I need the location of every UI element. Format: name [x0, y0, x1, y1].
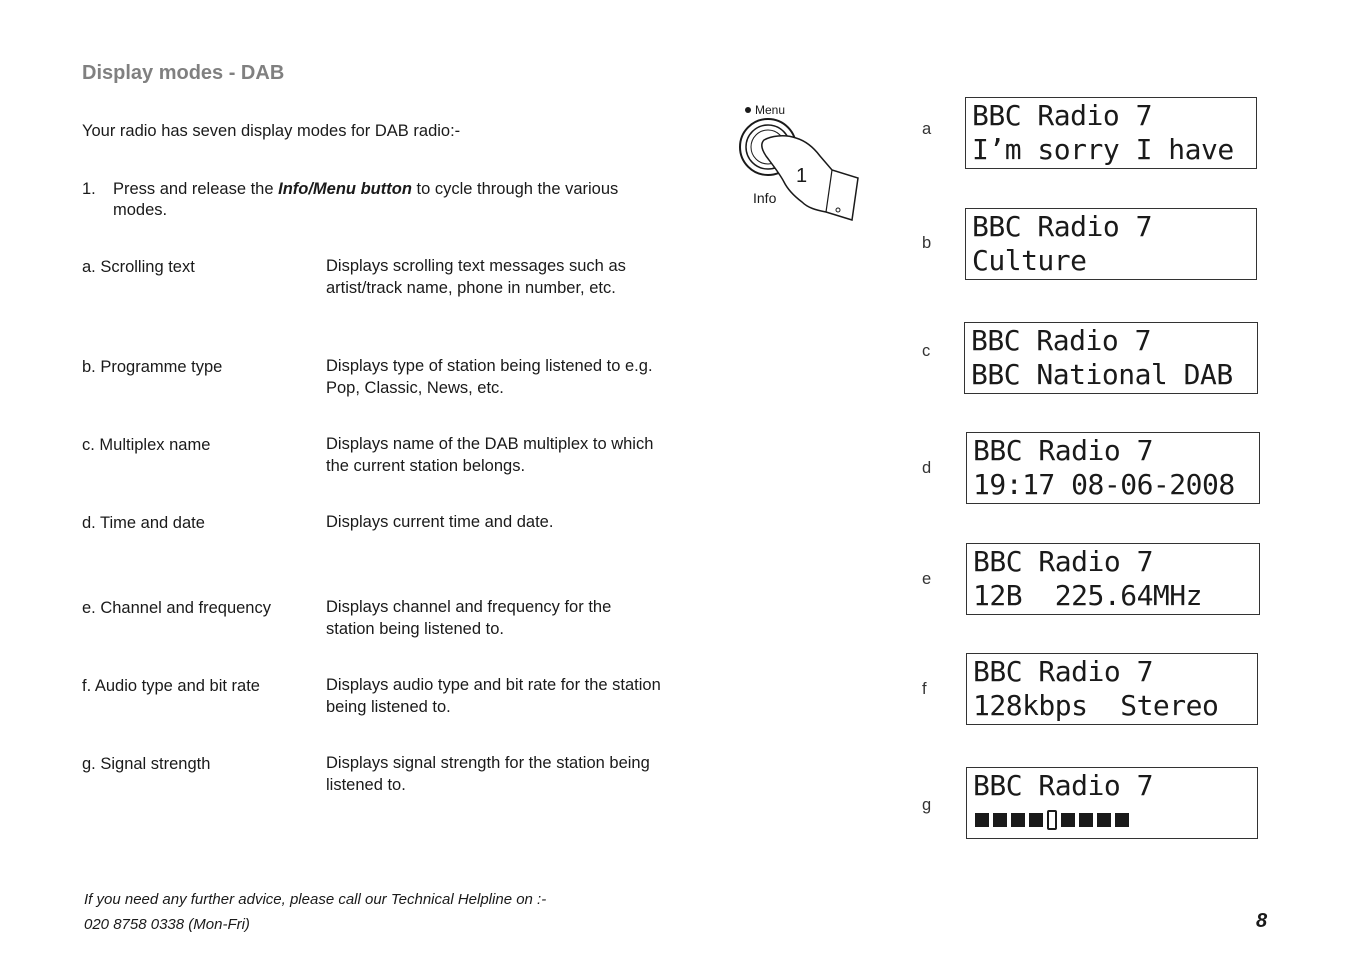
menu-label: Menu	[755, 103, 786, 117]
mode-desc-f: Displays audio type and bit rate for the station being listened to.	[326, 676, 661, 716]
lcd-display-b	[965, 208, 1257, 280]
mode-label-c: c. Multiplex name	[82, 436, 211, 454]
lcd-line-1: BBC Radio 7	[973, 545, 1153, 578]
signal-block	[1011, 813, 1025, 827]
lcd-line-2: 128kbps Stereo	[973, 689, 1219, 722]
lcd-line-2: BBC National DAB	[971, 358, 1233, 391]
signal-block	[993, 813, 1007, 827]
lcd-line-2: I’m sorry I have	[972, 133, 1234, 166]
mode-label-e: e. Channel and frequency	[82, 599, 271, 617]
display-letter-d: d	[922, 459, 932, 477]
display-letter-f: f	[922, 680, 927, 698]
lcd-display-a	[965, 97, 1257, 169]
info-label: Info	[753, 190, 777, 206]
step-text-before: Press and release the	[113, 180, 279, 198]
intro-text: Your radio has seven display modes for DAB radio:-	[82, 122, 461, 140]
lcd-display-e	[966, 543, 1260, 615]
lcd-line-2: 19:17 08-06-2008	[973, 468, 1235, 501]
lcd-line-1: BBC Radio 7	[971, 324, 1151, 357]
mode-desc-g: Displays signal strength for the station being listened to.	[326, 754, 650, 794]
helpline-number: 020 8758 0338 (Mon-Fri)	[84, 916, 250, 933]
step-number: 1.	[82, 180, 96, 198]
signal-block	[975, 813, 989, 827]
step-text	[113, 179, 673, 221]
signal-block	[1061, 813, 1075, 827]
signal-threshold-marker	[1047, 810, 1057, 830]
mode-desc-d: Displays current time and date.	[326, 513, 554, 531]
lcd-line-1: BBC Radio 7	[972, 210, 1152, 243]
mode-label-a: a. Scrolling text	[82, 258, 195, 276]
lcd-display-g	[966, 767, 1258, 839]
step-number-badge: 1	[796, 165, 808, 187]
mode-desc-e: Displays channel and frequency for the station being listened to.	[326, 598, 612, 638]
info-menu-button-illustration	[736, 100, 866, 225]
display-letter-a: a	[922, 120, 932, 138]
mode-desc-c: Displays name of the DAB multiplex to which the current station belongs.	[326, 435, 654, 475]
mode-label-g: g. Signal strength	[82, 755, 211, 773]
step-text-after: to cycle through the various modes.	[113, 180, 619, 219]
lcd-line-2: 12B 225.64MHz	[973, 579, 1203, 612]
signal-strength-bar	[975, 810, 1129, 830]
step-button-name: Info/Menu button	[278, 180, 412, 198]
signal-block	[1097, 813, 1111, 827]
menu-dot-icon	[745, 107, 751, 113]
signal-block	[1079, 813, 1093, 827]
mode-label-b: b. Programme type	[82, 358, 223, 376]
display-letter-c: c	[922, 342, 931, 360]
page-number: 8	[1256, 910, 1268, 932]
display-letter-g: g	[922, 796, 932, 814]
mode-desc-b: Displays type of station being listened to e.g. Pop, Classic, News, etc.	[326, 357, 653, 397]
mode-label-d: d. Time and date	[82, 514, 205, 532]
mode-desc-a: Displays scrolling text messages such as artist/track name, phone in number, etc.	[326, 257, 626, 297]
lcd-line-1: BBC Radio 7	[973, 769, 1153, 802]
display-letter-e: e	[922, 570, 932, 588]
lcd-line-1: BBC Radio 7	[972, 99, 1152, 132]
signal-block	[1029, 813, 1043, 827]
signal-block	[1115, 813, 1129, 827]
lcd-display-f	[966, 653, 1258, 725]
page-title: Display modes - DAB	[82, 62, 285, 84]
lcd-display-d	[966, 432, 1260, 504]
lcd-display-c	[964, 322, 1258, 394]
display-letter-b: b	[922, 234, 932, 252]
mode-label-f: f. Audio type and bit rate	[82, 677, 260, 695]
lcd-line-1: BBC Radio 7	[973, 655, 1153, 688]
hand-pointer-icon	[762, 136, 858, 220]
lcd-line-2: Culture	[972, 244, 1087, 277]
helpline-text: If you need any further advice, please call our Technical Helpline on :-	[84, 891, 547, 908]
lcd-line-1: BBC Radio 7	[973, 434, 1153, 467]
